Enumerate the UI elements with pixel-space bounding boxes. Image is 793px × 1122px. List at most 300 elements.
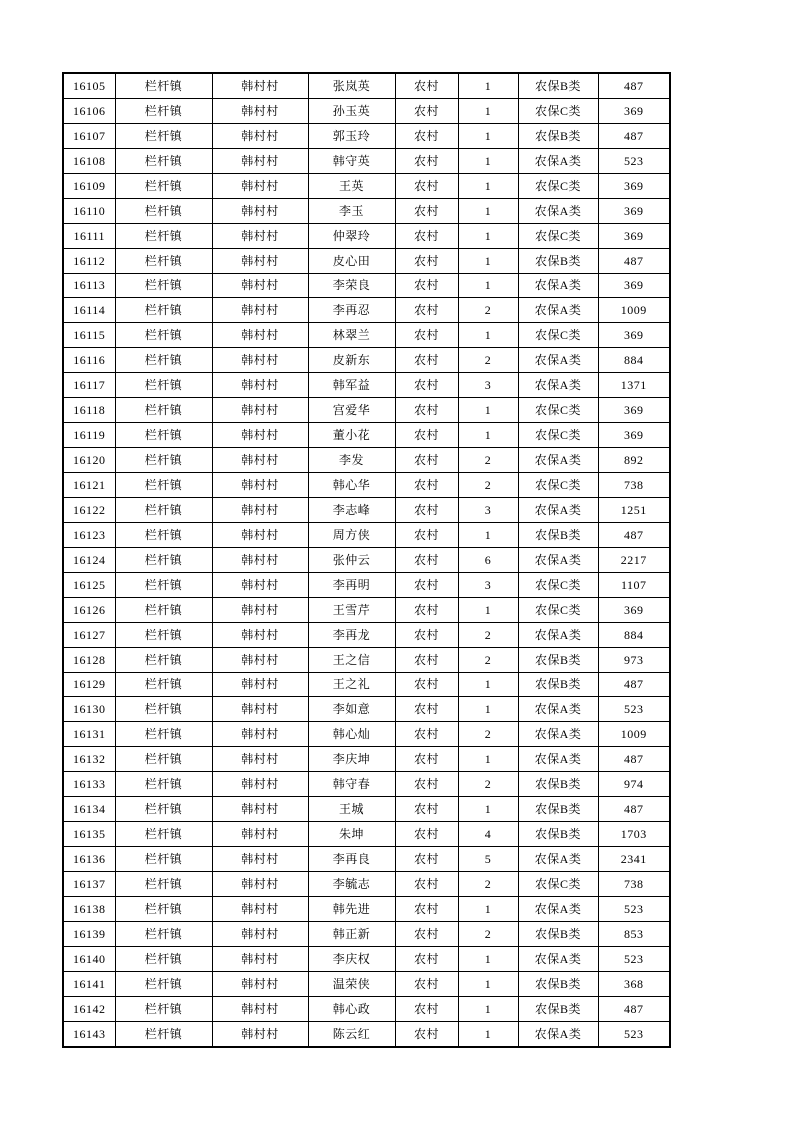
cell-village: 韩村村: [212, 697, 308, 722]
cell-name: 韩正新: [308, 921, 395, 946]
cell-count: 1: [458, 323, 518, 348]
cell-count: 4: [458, 822, 518, 847]
cell-residence: 农村: [395, 73, 458, 98]
cell-village: 韩村村: [212, 198, 308, 223]
cell-amount: 369: [598, 98, 670, 123]
cell-village: 韩村村: [212, 572, 308, 597]
cell-name: 李再良: [308, 847, 395, 872]
cell-town: 栏杆镇: [115, 772, 212, 797]
cell-village: 韩村村: [212, 672, 308, 697]
cell-town: 栏杆镇: [115, 98, 212, 123]
cell-town: 栏杆镇: [115, 423, 212, 448]
cell-town: 栏杆镇: [115, 697, 212, 722]
table-row: [63, 971, 670, 996]
cell-amount: 974: [598, 772, 670, 797]
cell-name: 周方侠: [308, 522, 395, 547]
cell-residence: 农村: [395, 872, 458, 897]
cell-category: 农保A类: [518, 847, 598, 872]
cell-amount: 1009: [598, 722, 670, 747]
cell-count: 3: [458, 572, 518, 597]
cell-id: 16117: [63, 373, 115, 398]
cell-village: 韩村村: [212, 722, 308, 747]
cell-town: 栏杆镇: [115, 123, 212, 148]
cell-residence: 农村: [395, 597, 458, 622]
cell-category: 农保A类: [518, 747, 598, 772]
cell-id: 16124: [63, 547, 115, 572]
table-row: [63, 173, 670, 198]
cell-amount: 369: [598, 398, 670, 423]
cell-id: 16134: [63, 797, 115, 822]
cell-id: 16105: [63, 73, 115, 98]
cell-village: 韩村村: [212, 423, 308, 448]
table-row: [63, 1021, 670, 1046]
cell-name: 李再龙: [308, 622, 395, 647]
cell-name: 孙玉英: [308, 98, 395, 123]
cell-amount: 369: [598, 423, 670, 448]
cell-amount: 368: [598, 971, 670, 996]
cell-category: 农保C类: [518, 98, 598, 123]
cell-amount: 369: [598, 597, 670, 622]
cell-id: 16111: [63, 223, 115, 248]
cell-category: 农保A类: [518, 448, 598, 473]
cell-town: 栏杆镇: [115, 747, 212, 772]
cell-village: 韩村村: [212, 822, 308, 847]
cell-count: 1: [458, 797, 518, 822]
table-row: [63, 298, 670, 323]
cell-residence: 农村: [395, 647, 458, 672]
cell-category: 农保C类: [518, 423, 598, 448]
cell-town: 栏杆镇: [115, 996, 212, 1021]
cell-category: 农保A类: [518, 697, 598, 722]
cell-town: 栏杆镇: [115, 921, 212, 946]
table-row: [63, 148, 670, 173]
cell-town: 栏杆镇: [115, 822, 212, 847]
cell-residence: 农村: [395, 946, 458, 971]
cell-name: 韩心政: [308, 996, 395, 1021]
cell-village: 韩村村: [212, 448, 308, 473]
cell-amount: 523: [598, 148, 670, 173]
cell-id: 16141: [63, 971, 115, 996]
cell-residence: 农村: [395, 847, 458, 872]
cell-name: 李志峰: [308, 497, 395, 522]
cell-id: 16132: [63, 747, 115, 772]
table-row: [63, 98, 670, 123]
cell-amount: 369: [598, 173, 670, 198]
cell-residence: 农村: [395, 448, 458, 473]
table-row: [63, 921, 670, 946]
cell-residence: 农村: [395, 497, 458, 522]
cell-village: 韩村村: [212, 647, 308, 672]
cell-residence: 农村: [395, 971, 458, 996]
cell-amount: 1703: [598, 822, 670, 847]
table-row: [63, 248, 670, 273]
cell-count: 1: [458, 423, 518, 448]
table-row: [63, 223, 670, 248]
cell-count: 1: [458, 123, 518, 148]
cell-town: 栏杆镇: [115, 847, 212, 872]
cell-amount: 1371: [598, 373, 670, 398]
cell-id: 16120: [63, 448, 115, 473]
cell-count: 1: [458, 198, 518, 223]
cell-name: 陈云红: [308, 1021, 395, 1046]
cell-count: 1: [458, 597, 518, 622]
table-row: [63, 822, 670, 847]
cell-id: 16128: [63, 647, 115, 672]
table-row: [63, 697, 670, 722]
table-row: [63, 747, 670, 772]
cell-category: 农保A类: [518, 348, 598, 373]
cell-name: 皮新东: [308, 348, 395, 373]
cell-town: 栏杆镇: [115, 198, 212, 223]
cell-id: 16107: [63, 123, 115, 148]
table-row: [63, 772, 670, 797]
cell-category: 农保B类: [518, 647, 598, 672]
cell-town: 栏杆镇: [115, 896, 212, 921]
cell-residence: 农村: [395, 822, 458, 847]
cell-amount: 738: [598, 473, 670, 498]
cell-count: 1: [458, 946, 518, 971]
cell-village: 韩村村: [212, 597, 308, 622]
cell-name: 温荣侠: [308, 971, 395, 996]
cell-name: 韩守春: [308, 772, 395, 797]
cell-town: 栏杆镇: [115, 248, 212, 273]
cell-id: 16130: [63, 697, 115, 722]
cell-town: 栏杆镇: [115, 572, 212, 597]
table-row: [63, 872, 670, 897]
table-row: [63, 522, 670, 547]
cell-town: 栏杆镇: [115, 547, 212, 572]
cell-count: 5: [458, 847, 518, 872]
cell-id: 16127: [63, 622, 115, 647]
cell-residence: 农村: [395, 772, 458, 797]
table-row: [63, 797, 670, 822]
cell-amount: 738: [598, 872, 670, 897]
cell-village: 韩村村: [212, 98, 308, 123]
cell-name: 韩心华: [308, 473, 395, 498]
cell-category: 农保B类: [518, 971, 598, 996]
table-row: [63, 722, 670, 747]
cell-village: 韩村村: [212, 473, 308, 498]
cell-category: 农保B类: [518, 996, 598, 1021]
cell-village: 韩村村: [212, 971, 308, 996]
cell-village: 韩村村: [212, 373, 308, 398]
table-body: [63, 73, 670, 1047]
cell-name: 韩心灿: [308, 722, 395, 747]
cell-category: 农保A类: [518, 298, 598, 323]
cell-name: 郭玉玲: [308, 123, 395, 148]
cell-count: 2: [458, 722, 518, 747]
cell-amount: 487: [598, 248, 670, 273]
cell-amount: 2341: [598, 847, 670, 872]
cell-town: 栏杆镇: [115, 1021, 212, 1046]
cell-count: 1: [458, 747, 518, 772]
cell-residence: 农村: [395, 747, 458, 772]
cell-residence: 农村: [395, 398, 458, 423]
cell-category: 农保B类: [518, 921, 598, 946]
cell-town: 栏杆镇: [115, 797, 212, 822]
cell-name: 李毓志: [308, 872, 395, 897]
cell-village: 韩村村: [212, 1021, 308, 1046]
table-row: [63, 996, 670, 1021]
cell-count: 1: [458, 98, 518, 123]
cell-count: 2: [458, 348, 518, 373]
cell-count: 1: [458, 273, 518, 298]
cell-residence: 农村: [395, 198, 458, 223]
cell-amount: 369: [598, 223, 670, 248]
table-row: [63, 423, 670, 448]
cell-village: 韩村村: [212, 123, 308, 148]
cell-count: 1: [458, 896, 518, 921]
cell-name: 王英: [308, 173, 395, 198]
cell-town: 栏杆镇: [115, 298, 212, 323]
cell-village: 韩村村: [212, 223, 308, 248]
cell-id: 16125: [63, 572, 115, 597]
cell-town: 栏杆镇: [115, 273, 212, 298]
cell-residence: 农村: [395, 1021, 458, 1046]
cell-residence: 农村: [395, 722, 458, 747]
cell-id: 16113: [63, 273, 115, 298]
cell-id: 16142: [63, 996, 115, 1021]
cell-town: 栏杆镇: [115, 473, 212, 498]
cell-id: 16139: [63, 921, 115, 946]
table-row: [63, 123, 670, 148]
cell-village: 韩村村: [212, 323, 308, 348]
cell-id: 16119: [63, 423, 115, 448]
cell-amount: 853: [598, 921, 670, 946]
cell-category: 农保A类: [518, 1021, 598, 1046]
cell-count: 2: [458, 921, 518, 946]
cell-residence: 农村: [395, 921, 458, 946]
cell-name: 王之礼: [308, 672, 395, 697]
cell-count: 1: [458, 522, 518, 547]
table-row: [63, 373, 670, 398]
cell-id: 16123: [63, 522, 115, 547]
cell-name: 朱坤: [308, 822, 395, 847]
cell-amount: 487: [598, 73, 670, 98]
table-row: [63, 547, 670, 572]
cell-category: 农保A类: [518, 373, 598, 398]
cell-name: 李庆坤: [308, 747, 395, 772]
cell-category: 农保A类: [518, 148, 598, 173]
cell-count: 1: [458, 73, 518, 98]
cell-town: 栏杆镇: [115, 672, 212, 697]
cell-id: 16122: [63, 497, 115, 522]
cell-amount: 487: [598, 996, 670, 1021]
cell-name: 李再明: [308, 572, 395, 597]
cell-residence: 农村: [395, 98, 458, 123]
cell-name: 宫爱华: [308, 398, 395, 423]
cell-category: 农保C类: [518, 398, 598, 423]
cell-count: 2: [458, 448, 518, 473]
cell-amount: 487: [598, 672, 670, 697]
cell-id: 16140: [63, 946, 115, 971]
cell-village: 韩村村: [212, 173, 308, 198]
cell-count: 1: [458, 248, 518, 273]
cell-category: 农保A类: [518, 722, 598, 747]
cell-town: 栏杆镇: [115, 971, 212, 996]
cell-village: 韩村村: [212, 772, 308, 797]
cell-category: 农保A类: [518, 198, 598, 223]
cell-category: 农保B类: [518, 797, 598, 822]
cell-category: 农保C类: [518, 323, 598, 348]
cell-residence: 农村: [395, 622, 458, 647]
table-row: [63, 847, 670, 872]
cell-residence: 农村: [395, 522, 458, 547]
cell-name: 李如意: [308, 697, 395, 722]
table-row: [63, 896, 670, 921]
cell-residence: 农村: [395, 348, 458, 373]
cell-residence: 农村: [395, 123, 458, 148]
cell-residence: 农村: [395, 323, 458, 348]
cell-residence: 农村: [395, 547, 458, 572]
cell-name: 李庆权: [308, 946, 395, 971]
cell-name: 韩守英: [308, 148, 395, 173]
cell-count: 1: [458, 697, 518, 722]
cell-id: 16126: [63, 597, 115, 622]
table-row: [63, 273, 670, 298]
cell-category: 农保A类: [518, 497, 598, 522]
cell-residence: 农村: [395, 572, 458, 597]
cell-id: 16118: [63, 398, 115, 423]
cell-amount: 523: [598, 697, 670, 722]
cell-residence: 农村: [395, 298, 458, 323]
table-row: [63, 323, 670, 348]
cell-category: 农保A类: [518, 896, 598, 921]
table-row: [63, 572, 670, 597]
cell-town: 栏杆镇: [115, 348, 212, 373]
cell-count: 3: [458, 373, 518, 398]
cell-name: 张仲云: [308, 547, 395, 572]
cell-count: 3: [458, 497, 518, 522]
cell-name: 王之信: [308, 647, 395, 672]
cell-residence: 农村: [395, 148, 458, 173]
cell-id: 16136: [63, 847, 115, 872]
cell-id: 16131: [63, 722, 115, 747]
cell-count: 2: [458, 473, 518, 498]
cell-town: 栏杆镇: [115, 597, 212, 622]
cell-category: 农保C类: [518, 597, 598, 622]
cell-village: 韩村村: [212, 847, 308, 872]
cell-village: 韩村村: [212, 522, 308, 547]
cell-town: 栏杆镇: [115, 323, 212, 348]
table-row: [63, 398, 670, 423]
cell-amount: 1009: [598, 298, 670, 323]
cell-category: 农保C类: [518, 173, 598, 198]
cell-count: 1: [458, 996, 518, 1021]
cell-count: 1: [458, 971, 518, 996]
cell-count: 1: [458, 1021, 518, 1046]
table-row: [63, 473, 670, 498]
cell-amount: 487: [598, 747, 670, 772]
cell-category: 农保A类: [518, 273, 598, 298]
cell-name: 王城: [308, 797, 395, 822]
cell-category: 农保B类: [518, 522, 598, 547]
cell-village: 韩村村: [212, 946, 308, 971]
cell-name: 李再忍: [308, 298, 395, 323]
cell-village: 韩村村: [212, 547, 308, 572]
cell-count: 1: [458, 398, 518, 423]
cell-town: 栏杆镇: [115, 373, 212, 398]
cell-category: 农保A类: [518, 547, 598, 572]
cell-id: 16108: [63, 148, 115, 173]
cell-name: 王雪芹: [308, 597, 395, 622]
cell-town: 栏杆镇: [115, 722, 212, 747]
cell-village: 韩村村: [212, 148, 308, 173]
cell-village: 韩村村: [212, 996, 308, 1021]
cell-category: 农保B类: [518, 248, 598, 273]
cell-name: 李玉: [308, 198, 395, 223]
cell-town: 栏杆镇: [115, 223, 212, 248]
cell-id: 16137: [63, 872, 115, 897]
cell-village: 韩村村: [212, 248, 308, 273]
table-row: [63, 597, 670, 622]
cell-count: 6: [458, 547, 518, 572]
cell-count: 2: [458, 622, 518, 647]
cell-amount: 884: [598, 348, 670, 373]
cell-amount: 487: [598, 522, 670, 547]
cell-amount: 1107: [598, 572, 670, 597]
cell-amount: 523: [598, 1021, 670, 1046]
cell-village: 韩村村: [212, 348, 308, 373]
cell-category: 农保B类: [518, 772, 598, 797]
cell-village: 韩村村: [212, 398, 308, 423]
cell-name: 皮心田: [308, 248, 395, 273]
cell-id: 16106: [63, 98, 115, 123]
table-row: [63, 497, 670, 522]
cell-amount: 884: [598, 622, 670, 647]
cell-category: 农保A类: [518, 622, 598, 647]
cell-id: 16110: [63, 198, 115, 223]
cell-count: 1: [458, 672, 518, 697]
cell-name: 张岚英: [308, 73, 395, 98]
table-row: [63, 73, 670, 98]
cell-residence: 农村: [395, 697, 458, 722]
cell-amount: 523: [598, 896, 670, 921]
cell-category: 农保A类: [518, 946, 598, 971]
cell-village: 韩村村: [212, 497, 308, 522]
cell-name: 李发: [308, 448, 395, 473]
cell-village: 韩村村: [212, 73, 308, 98]
cell-residence: 农村: [395, 672, 458, 697]
cell-residence: 农村: [395, 173, 458, 198]
cell-village: 韩村村: [212, 896, 308, 921]
table-row: [63, 198, 670, 223]
cell-name: 韩军益: [308, 373, 395, 398]
cell-town: 栏杆镇: [115, 622, 212, 647]
cell-amount: 487: [598, 797, 670, 822]
cell-category: 农保C类: [518, 872, 598, 897]
cell-amount: 487: [598, 123, 670, 148]
cell-id: 16133: [63, 772, 115, 797]
cell-amount: 2217: [598, 547, 670, 572]
cell-town: 栏杆镇: [115, 148, 212, 173]
cell-category: 农保B类: [518, 73, 598, 98]
cell-id: 16143: [63, 1021, 115, 1046]
cell-amount: 369: [598, 323, 670, 348]
cell-name: 李荣良: [308, 273, 395, 298]
cell-amount: 973: [598, 647, 670, 672]
cell-town: 栏杆镇: [115, 173, 212, 198]
table-row: [63, 448, 670, 473]
cell-category: 农保B类: [518, 123, 598, 148]
cell-residence: 农村: [395, 797, 458, 822]
cell-id: 16116: [63, 348, 115, 373]
cell-name: 韩先进: [308, 896, 395, 921]
cell-village: 韩村村: [212, 872, 308, 897]
cell-category: 农保B类: [518, 672, 598, 697]
cell-residence: 农村: [395, 473, 458, 498]
cell-town: 栏杆镇: [115, 73, 212, 98]
